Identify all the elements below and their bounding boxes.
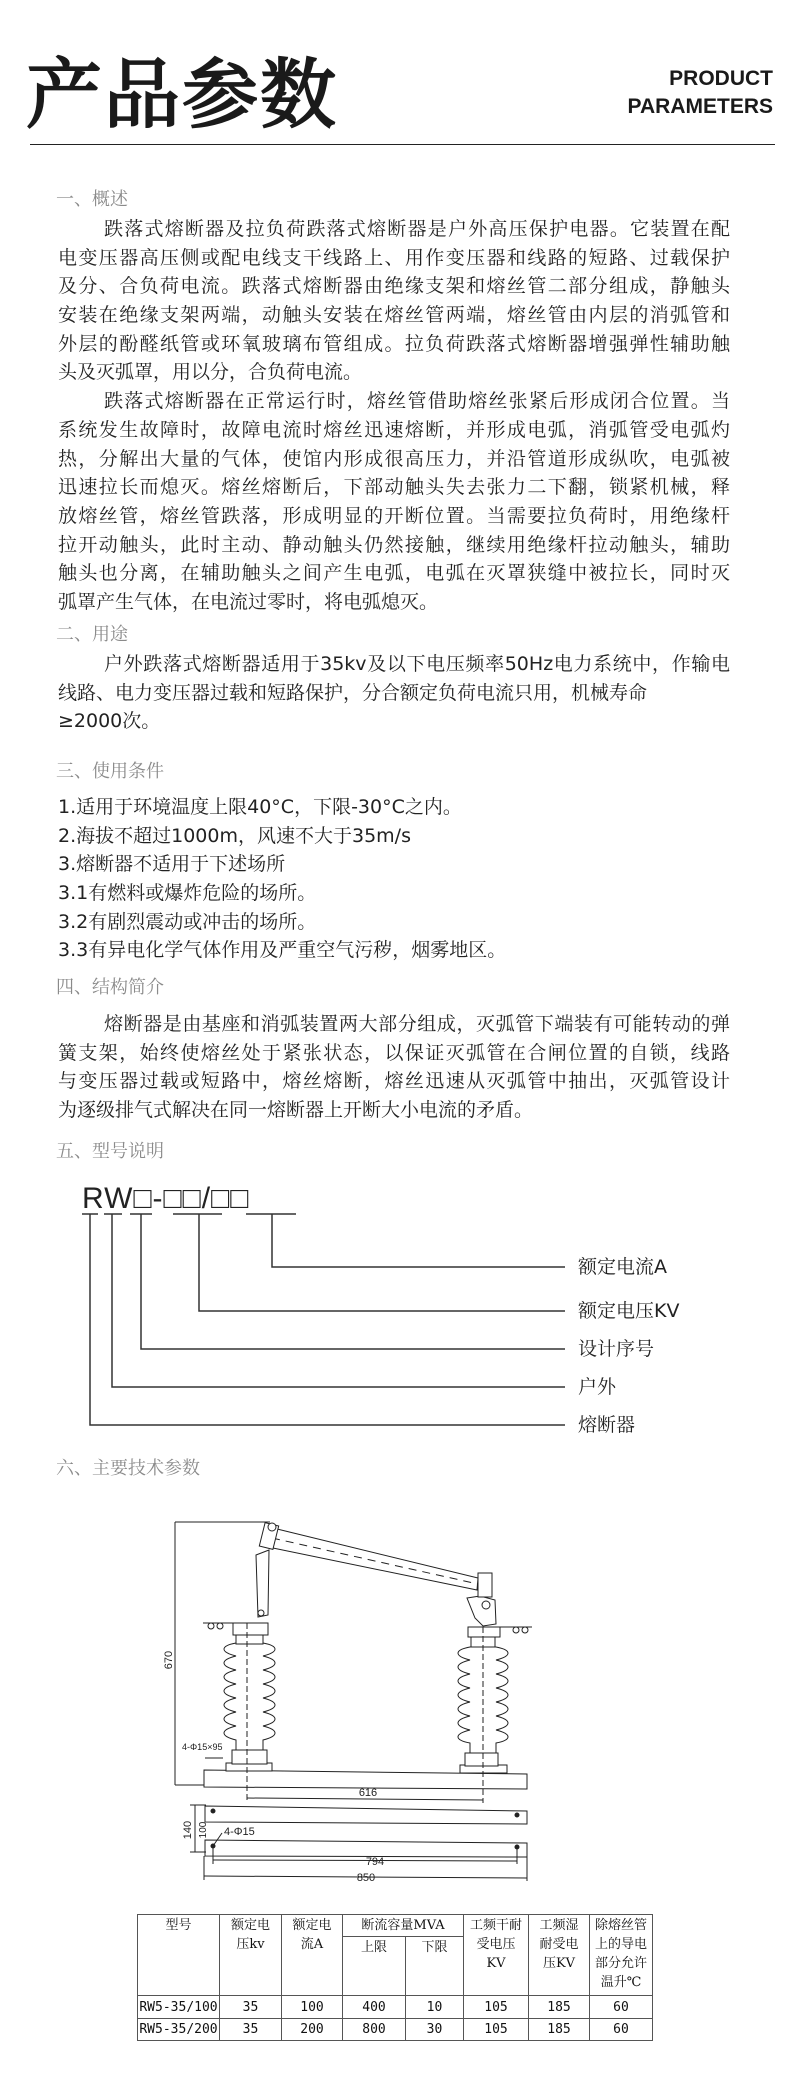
dim-height: 670	[163, 1650, 175, 1670]
text-line: 放熔丝管，熔丝管跌落，形成明显的开断位置。当需要拉负荷时，用绝缘杆	[58, 504, 730, 527]
right-contact	[467, 1596, 496, 1626]
text-line: 外层的酚醛纸管或环氧玻璃布管组成。拉负荷跌落式熔断器增强弹性辅助触	[58, 332, 730, 355]
cell: 35	[220, 1996, 282, 2019]
dim-inner: 100	[198, 1821, 209, 1839]
cell: 105	[464, 2019, 529, 2041]
parameters-table	[137, 1914, 653, 2041]
text-line: 及分、合负荷电流。跌落式熔断器由绝缘支架和熔丝管二部分组成，静触头	[58, 275, 730, 298]
english-title-line1: PRODUCT	[669, 67, 773, 90]
th-model: 型号	[138, 1915, 220, 1996]
text-line: 弧罩产生气体，在电流过零时，将电弧熄灭。	[58, 590, 439, 613]
th-rated-current: 额定电 流A	[282, 1915, 343, 1996]
label-rated-current: 额定电流A	[578, 1256, 667, 1278]
structure-text	[58, 1010, 730, 1125]
cell: 60	[590, 2019, 653, 2041]
fuse-dimension-drawing	[150, 1500, 570, 1900]
usage-text	[58, 650, 730, 736]
text-line: 电变压器高压侧或配电线支干线路上、用作变压器和线路的短路、过载保护	[58, 246, 730, 269]
text-line: 与变压器过载或短路中，熔丝熔断，熔丝迅速从灭弧管中抽出，灭弧管设计	[58, 1070, 730, 1093]
dim-slot: 4-Φ15×95	[182, 1742, 223, 1752]
th-lower-limit: 下限	[406, 1937, 464, 1996]
left-insulator-ribs	[224, 1643, 275, 1750]
text-line: 户外跌落式熔断器适用于35kv及以下电压频率50Hz电力系统中，作输电	[104, 653, 730, 675]
text-line: 迅速拉长而熄灭。熔丝熔断后，下部动触头失去张力二下翻，锁紧机械，释	[58, 476, 730, 499]
text-line: 热，分解出大量的气体，使馆内形成很高压力，并沿管道形成纵吹，电弧被	[58, 447, 730, 470]
section-heading-overview: 一、概述	[56, 189, 128, 210]
text-line: 系统发生故障时，故障电流时熔丝迅速熔断，并形成电弧，消弧管受电弧灼	[58, 418, 730, 441]
cell: 200	[282, 2019, 343, 2041]
text-line: 触头也分离，在辅助触头之间产生电弧，电弧在灭罩狭缝中被拉长，同时灭	[58, 562, 730, 585]
dim-span: 616	[358, 1787, 378, 1799]
english-title-line2: PARAMETERS	[627, 95, 773, 118]
cell: 185	[529, 2019, 590, 2041]
left-cap	[233, 1623, 268, 1635]
cell: RW5-35/200	[138, 2019, 220, 2041]
header-divider	[30, 144, 775, 145]
th-temp-rise: 除熔丝管 上的导电 部分允许 温升℃	[590, 1915, 653, 1996]
text-line: ≥2000次。	[58, 710, 161, 733]
th-rated-voltage: 额定电 压kv	[220, 1915, 282, 1996]
text-line: 3.熔断器不适用于下述场所	[58, 853, 286, 876]
th-dry-withstand: 工频干耐 受电压 KV	[464, 1915, 529, 1996]
fuse-tube	[268, 1528, 478, 1590]
section-heading-params: 六、主要技术参数	[56, 1458, 200, 1479]
model-code: RW□-□□/□□	[82, 1182, 250, 1215]
page-title: 产品参数	[26, 50, 338, 139]
text-line: 簧支架，始终使熔丝处于紧张状态，以保证灭弧管在合闸位置的自锁，线路	[58, 1041, 730, 1064]
label-fuse: 熔断器	[578, 1414, 636, 1436]
label-outdoor: 户外	[578, 1376, 617, 1398]
text-line: 头及灭弧罩，用以分，合负荷电流。	[58, 361, 363, 384]
dim-holes: 4-Φ15	[224, 1826, 255, 1838]
plan-bar-top	[205, 1806, 527, 1824]
cell: 10	[406, 1996, 464, 2019]
text-line: 为逐级排气式解决在同一熔断器上开断大小电流的矛盾。	[58, 1099, 534, 1122]
text-line: 安装在绝缘支架两端，动触头安装在熔丝管两端，熔丝管由内层的消弧管和	[58, 304, 730, 327]
model-leader-lines	[0, 1200, 800, 1440]
text-line: 跌落式熔断器及拉负荷跌落式熔断器是户外高压保护电器。它装置在配	[104, 218, 730, 240]
th-wet-withstand: 工频湿 耐受电 压KV	[529, 1915, 590, 1996]
th-breaking-capacity: 断流容量MVA	[343, 1915, 464, 1937]
section-heading-usage: 二、用途	[56, 624, 128, 645]
cell: 60	[590, 1996, 653, 2019]
text-line: 线路、电力变压器过载和短路保护，分合额定负荷电流只用，机械寿命	[58, 681, 648, 704]
text-line: 3.2有剧烈震动或冲击的场所。	[58, 910, 317, 933]
cell: 105	[464, 1996, 529, 2019]
overview-text	[58, 215, 730, 617]
left-bracket	[256, 1550, 269, 1617]
table-row	[138, 1996, 653, 2019]
text-line: 熔断器是由基座和消弧装置两大部分组成，灭弧管下端装有可能转动的弹	[104, 1013, 730, 1035]
text-line: 3.3有异电化学气体作用及严重空气污秽，烟雾地区。	[58, 939, 507, 962]
section-heading-model: 五、型号说明	[56, 1141, 164, 1162]
cell: 185	[529, 1996, 590, 2019]
th-upper-limit: 上限	[343, 1937, 406, 1996]
section-heading-conditions: 三、使用条件	[56, 761, 164, 782]
table-row	[138, 2019, 653, 2041]
dim-hole-span: 794	[365, 1856, 385, 1868]
text-line: 拉开动触头，此时主动、静动触头仍然接触，继续用绝缘杆拉动触头，辅助	[58, 533, 730, 556]
label-design-number: 设计序号	[578, 1338, 655, 1360]
plan-bar-bottom	[205, 1840, 527, 1857]
label-rated-voltage: 额定电压KV	[578, 1300, 680, 1322]
text-line: 3.1有燃料或爆炸危险的场所。	[58, 882, 317, 905]
dim-length: 850	[356, 1872, 376, 1884]
text-line: 1.适用于环境温度上限40°C，下限-30°C之内。	[58, 796, 462, 818]
text-line: 跌落式熔断器在正常运行时，熔丝管借助熔丝张紧后形成闭合位置。当	[104, 390, 730, 413]
conditions-list	[58, 793, 730, 965]
cell: 400	[343, 1996, 406, 2019]
section-heading-structure: 四、结构简介	[56, 977, 164, 998]
cell: 800	[343, 2019, 406, 2041]
cell: 30	[406, 2019, 464, 2041]
text-line: 2.海拔不超过1000m，风速不大于35m/s	[58, 824, 411, 847]
cell: 35	[220, 2019, 282, 2041]
cell: RW5-35/100	[138, 1996, 220, 2019]
cell: 100	[282, 1996, 343, 2019]
dim-width: 140	[182, 1820, 194, 1840]
right-cap	[468, 1627, 500, 1637]
